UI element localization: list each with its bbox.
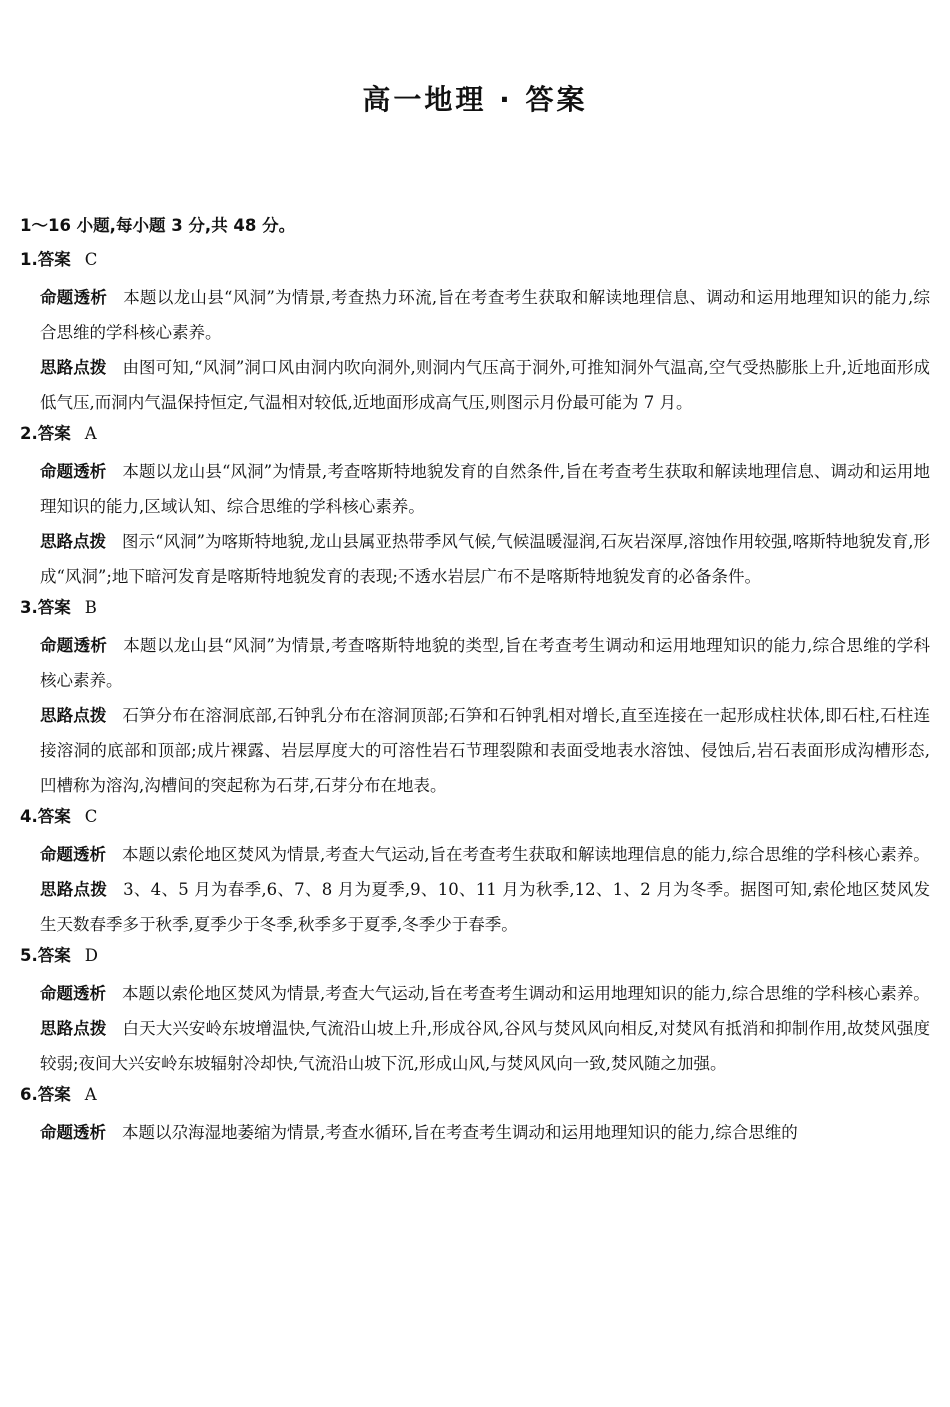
hint-paragraph <box>40 350 930 420</box>
answer-label: 答案 <box>37 424 71 443</box>
question-block-2 <box>20 420 930 594</box>
question-heading <box>20 1081 930 1115</box>
question-heading <box>20 420 930 454</box>
analysis-paragraph <box>40 280 930 350</box>
question-heading <box>20 246 930 280</box>
question-number: 3. <box>20 598 38 617</box>
analysis-text: 本题以龙山县“风洞”为情景,考查喀斯特地貌发育的自然条件,旨在考查考生获取和解读地理信息、调动和运用地理知识的能力,区域认知、综合思维的学科核心素养。 <box>40 462 930 516</box>
analysis-text: 本题以龙山县“风洞”为情景,考查热力环流,旨在考查考生获取和解读地理信息、调动和运用地理知识的能力,综合思维的学科核心素养。 <box>40 288 931 342</box>
hint-label: 思路点拨 <box>40 358 107 377</box>
analysis-label: 命题透析 <box>40 1123 106 1142</box>
analysis-label: 命题透析 <box>40 845 106 864</box>
question-number: 4. <box>20 807 38 826</box>
hint-text: 石笋分布在溶洞底部,石钟乳分布在溶洞顶部;石笋和石钟乳相对增长,直至连接在一起形成柱状体,即石柱,石柱连接溶洞的底部和顶部;成片裸露、岩层厚度大的可溶性岩石节理裂隙和表面受地表水溶蚀、侵蚀后,岩石表面形成沟槽形态,凹槽称为溶沟,沟槽间的突起称为石芽,石芽分布在地表。 <box>40 706 930 795</box>
answer-value: A <box>84 1085 97 1104</box>
answer-label: 答案 <box>37 598 71 617</box>
analysis-text: 本题以索伦地区焚风为情景,考查大气运动,旨在考查考生获取和解读地理信息的能力,综合思维的学科核心素养。 <box>122 845 930 864</box>
question-heading <box>20 942 930 976</box>
answer-value: A <box>84 424 97 443</box>
hint-label: 思路点拨 <box>40 532 107 551</box>
analysis-paragraph <box>40 1115 930 1150</box>
hint-text: 由图可知,“风洞”洞口风由洞内吹向洞外,则洞内气压高于洞外,可推知洞外气温高,空气受热膨胀上升,近地面形成低气压,而洞内气温保持恒定,气温相对较低,近地面形成高气压,则图示月份最可能为 7 月。 <box>40 358 930 412</box>
answer-value: C <box>84 807 98 826</box>
analysis-paragraph <box>40 628 930 698</box>
analysis-paragraph <box>40 454 930 524</box>
analysis-text: 本题以尕海湿地萎缩为情景,考查水循环,旨在考查考生调动和运用地理知识的能力,综合思维的 <box>122 1123 798 1142</box>
hint-paragraph <box>40 524 930 594</box>
question-number: 6. <box>20 1085 38 1104</box>
hint-paragraph <box>40 698 930 803</box>
answer-label: 答案 <box>37 250 71 269</box>
analysis-label: 命题透析 <box>40 636 108 655</box>
answer-label: 答案 <box>37 946 71 965</box>
answer-label: 答案 <box>37 1085 71 1104</box>
answer-label: 答案 <box>37 807 71 826</box>
hint-label: 思路点拨 <box>40 706 107 725</box>
hint-label: 思路点拨 <box>40 1019 107 1038</box>
analysis-paragraph <box>40 976 930 1011</box>
analysis-text: 本题以龙山县“风洞”为情景,考查喀斯特地貌的类型,旨在考查考生调动和运用地理知识的能力,综合思维的学科核心素养。 <box>40 636 931 690</box>
question-block-4 <box>20 803 930 942</box>
answer-value: C <box>84 250 98 269</box>
answer-value: B <box>84 598 97 617</box>
question-block-5 <box>20 942 930 1081</box>
analysis-label: 命题透析 <box>40 462 107 481</box>
analysis-label: 命题透析 <box>40 288 108 307</box>
hint-label: 思路点拨 <box>40 880 108 899</box>
question-heading <box>20 803 930 837</box>
answer-content <box>20 212 930 1150</box>
hint-text: 白天大兴安岭东坡增温快,气流沿山坡上升,形成谷风,谷风与焚风风向相反,对焚风有抵消和抑制作用,故焚风强度较弱;夜间大兴安岭东坡辐射冷却快,气流沿山坡下沉,形成山风,与焚风风向一致,焚风随之加强。 <box>40 1019 931 1073</box>
answer-value: D <box>84 946 98 965</box>
analysis-text: 本题以索伦地区焚风为情景,考查大气运动,旨在考查考生调动和运用地理知识的能力,综合思维的学科核心素养。 <box>122 984 930 1003</box>
analysis-label: 命题透析 <box>40 984 106 1003</box>
hint-text: 图示“风洞”为喀斯特地貌,龙山县属亚热带季风气候,气候温暖湿润,石灰岩深厚,溶蚀作用较强,喀斯特地貌发育,形成“风洞”;地下暗河发育是喀斯特地貌发育的表现;不透水岩层广布不是喀斯特地貌发育的必备条件。 <box>40 532 930 586</box>
section-intro: 1～16 小题,每小题 3 分,共 48 分。 <box>20 216 296 235</box>
hint-paragraph <box>40 1011 930 1081</box>
question-number: 5. <box>20 946 38 965</box>
question-number: 1. <box>20 250 38 269</box>
page-title: 高一地理 · 答案 <box>362 83 588 116</box>
hint-text: 3、4、5 月为春季,6、7、8 月为夏季,9、10、11 月为秋季,12、1、2 月为冬季。据图可知,索伦地区焚风发生天数春季多于秋季,夏季少于冬季,秋季多于夏季,冬季少于春季。 <box>40 880 930 934</box>
question-number: 2. <box>20 424 38 443</box>
question-block-6 <box>20 1081 930 1150</box>
question-block-1 <box>20 246 930 420</box>
question-heading <box>20 594 930 628</box>
question-block-3 <box>20 594 930 803</box>
hint-paragraph <box>40 872 930 942</box>
analysis-paragraph <box>40 837 930 872</box>
